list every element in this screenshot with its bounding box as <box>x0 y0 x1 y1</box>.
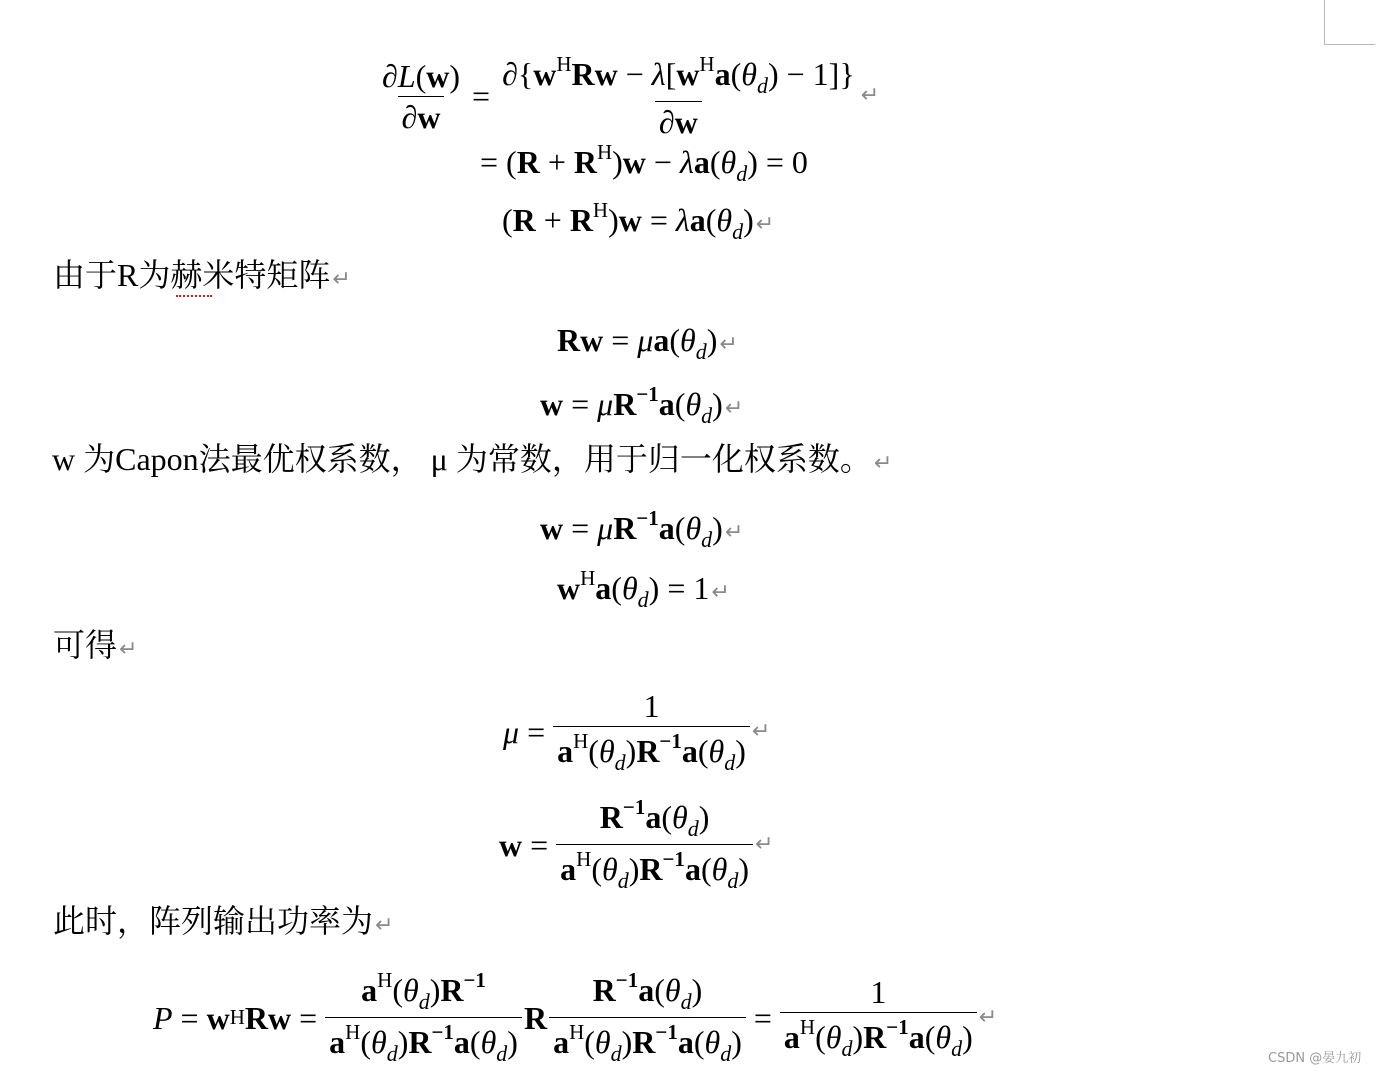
fraction-lagrangian: $\frac{\partial\{w^HRw - \lambda[w^Ha(\theta_d) - 1]\}}{\partial w}$ <box>502 52 855 140</box>
equation-rrh: $(R + R^H)w$ = $\lambda a(\theta_d)↵$ <box>502 198 775 244</box>
paragraph-power <box>53 905 393 937</box>
paragraph-obtain <box>53 629 137 661</box>
equation-w-mu-1: $w = \mu R^{-1}a(\theta_d)↵$ <box>540 382 744 428</box>
equation-w-optimal: w = $\frac{R^{-1}a(\theta_d)}{a^H(\theta_d)R^{-1}a(\theta_d)}$ ↵ <box>499 795 774 893</box>
spellcheck-underline <box>176 291 212 297</box>
paragraph-obtain-text: 可得 <box>53 627 118 663</box>
paragraph-mark-icon: ↵ <box>978 1004 998 1030</box>
watermark: CSDN @晏九初 <box>1268 1051 1362 1066</box>
equation-output-power: P = w H Rw = $\frac{a^H(\theta_d)R^{-1}}{a^H(\theta_d)R^{-1}a(\theta_d)}$ R $\frac{R^{-1}a(\theta_d)}{a^H(\theta_d)R^{-1}a(\theta_d)}$ = $\frac{1}{a^H(\theta_d)R^{-1}a(\theta_d)}$ ↵ <box>153 968 998 1066</box>
fraction-mu: $\frac{1}{a^H(\theta_d)R^{-1}a(\theta_d)}$ <box>553 690 750 774</box>
paragraph-hermitian-text: 由于R为赫米特矩阵 <box>53 257 331 293</box>
fraction-power-middle: $\frac{R^{-1}a(\theta_d)}{a^H(\theta_d)R^{-1}a(\theta_d)}$ <box>549 970 746 1065</box>
equation-w-mu-2: $w = \mu R^{-1}a(\theta_d)↵$ <box>540 506 744 552</box>
paragraph-mark-icon: ↵ <box>751 719 771 744</box>
paragraph-mark-icon: ↵ <box>719 332 738 357</box>
paragraph-hermitian <box>53 259 351 291</box>
paragraph-mark-icon: ↵ <box>860 83 880 108</box>
paragraph-mark-icon: ↵ <box>711 580 730 605</box>
paragraph-mark-icon: ↵ <box>332 267 351 292</box>
equation-rw-mu: $Rw = \mu a(\theta_d)↵$ <box>557 322 738 364</box>
paragraph-mark-icon: ↵ <box>873 451 893 476</box>
equation-lagrangian-derivative: $\frac{\partial L(w)}{\partial w}$ = $\frac{\partial\{w^HRw - \lambda[w^Ha(\theta_d) - 1]\}}{\partial w}$ ↵ <box>378 54 879 138</box>
equation-constraint: $w^Ha(\theta_d)$ = 1↵ <box>557 566 730 612</box>
paragraph-mark-icon: ↵ <box>724 520 744 545</box>
fraction-power-result: $\frac{1}{a^H(\theta_d)R^{-1}a(\theta_d)}$ <box>780 976 977 1060</box>
fraction-dl-dw: $\frac{\partial L(w)}{\partial w}$ <box>382 57 461 135</box>
fraction-w: $\frac{R^{-1}a(\theta_d)}{a^H(\theta_d)R^{-1}a(\theta_d)}$ <box>556 797 753 892</box>
paragraph-mark-icon: ↵ <box>119 637 138 662</box>
paragraph-capon <box>52 443 892 475</box>
paragraph-mark-icon: ↵ <box>755 212 775 237</box>
equation-mu: μ = $\frac{1}{a^H(\theta_d)R^{-1}a(\theta_d)}$ ↵ <box>503 688 771 775</box>
paragraph-mark-icon: ↵ <box>375 913 394 938</box>
page-corner-mark <box>1324 0 1375 45</box>
equation-derivative-zero: = $(R + R^H)w - \lambda a(\theta_d) = 0$ <box>480 140 808 186</box>
paragraph-capon-text: w 为Capon法最优权系数， μ 为常数，用于归一化权系数。 <box>52 441 872 477</box>
fraction-power-left: $\frac{a^H(\theta_d)R^{-1}}{a^H(\theta_d)R^{-1}a(\theta_d)}$ <box>325 970 522 1065</box>
paragraph-mark-icon: ↵ <box>754 831 774 857</box>
paragraph-power-text: 此时，阵列输出功率为 <box>53 903 374 939</box>
paragraph-mark-icon: ↵ <box>724 396 744 421</box>
